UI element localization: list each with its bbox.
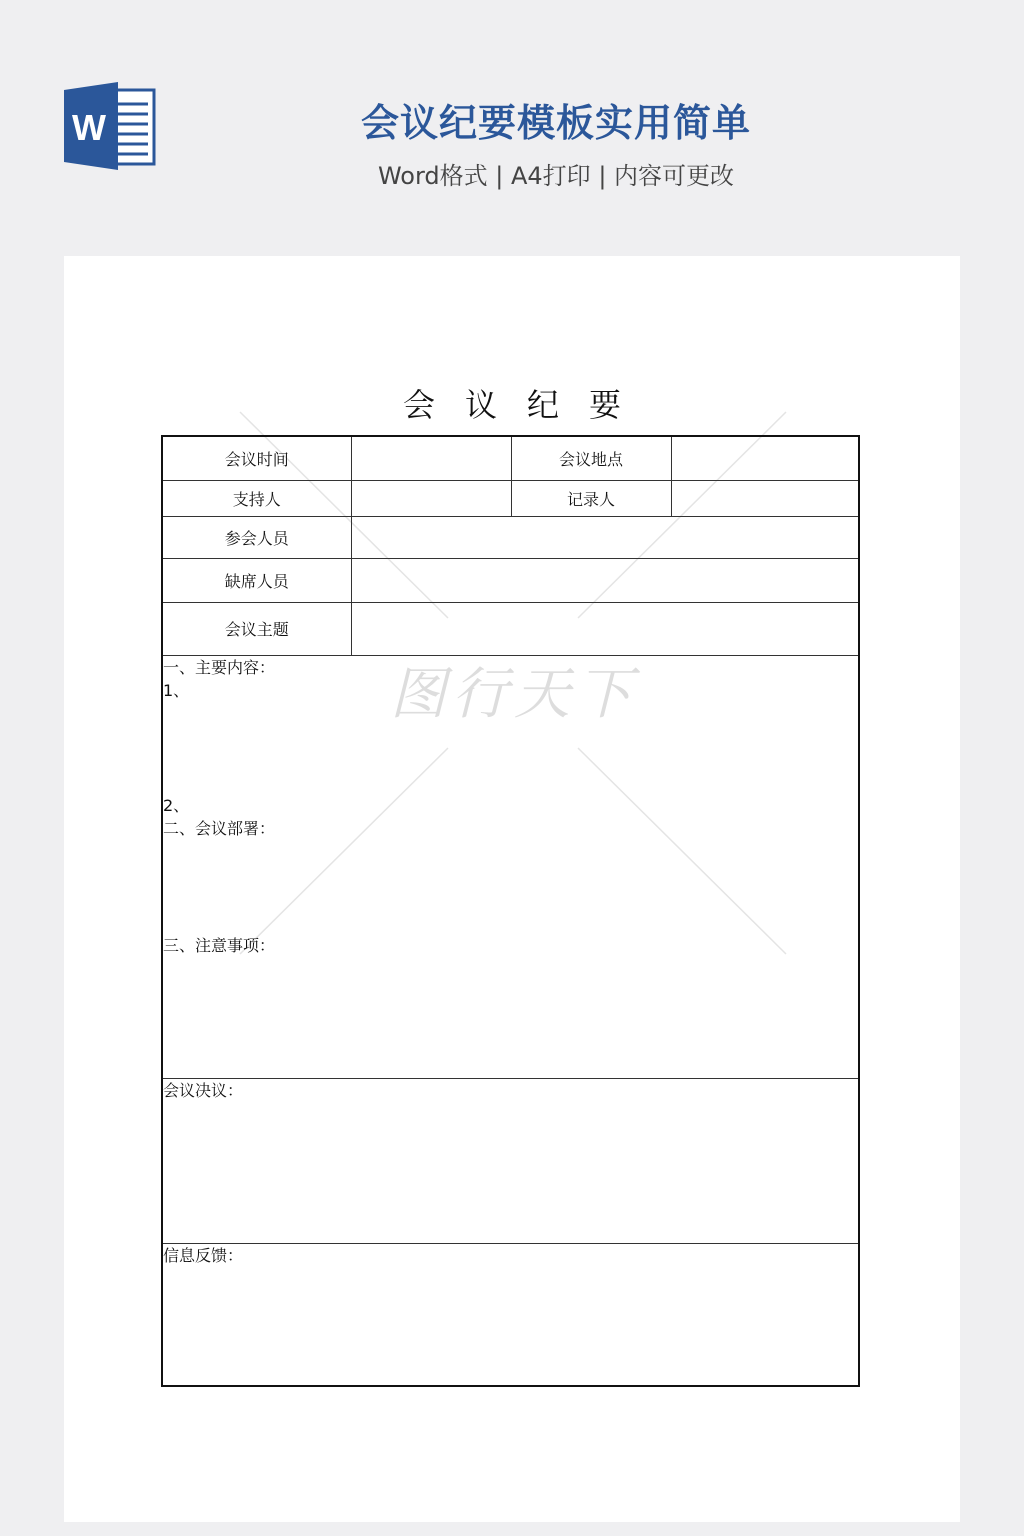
watermark-text: 图行天下 bbox=[390, 662, 638, 727]
host-value-cell[interactable] bbox=[351, 480, 511, 516]
page-subtitle: Word格式 | A4打印 | 内容可更改 bbox=[377, 162, 735, 190]
main-content-section[interactable] bbox=[162, 655, 859, 1078]
feedback-heading: 信息反馈： bbox=[163, 1245, 244, 1265]
main-content-heading: 一、主要内容： bbox=[163, 657, 276, 677]
host-label: 支持人 bbox=[162, 480, 351, 516]
attendees-value-cell[interactable] bbox=[351, 516, 859, 558]
place-value-cell[interactable] bbox=[671, 436, 859, 480]
attendees-label: 参会人员 bbox=[162, 516, 351, 558]
item-2-label: 2、 bbox=[163, 795, 190, 815]
absentees-value-cell[interactable] bbox=[351, 558, 859, 602]
time-value-cell[interactable] bbox=[351, 436, 511, 480]
table-row bbox=[162, 602, 859, 655]
resolution-section[interactable] bbox=[162, 1078, 859, 1243]
table-row bbox=[162, 1243, 859, 1386]
absentees-label: 缺席人员 bbox=[162, 558, 351, 602]
minutes-table bbox=[161, 435, 860, 1387]
table-row bbox=[162, 1078, 859, 1243]
table-row bbox=[162, 516, 859, 558]
table-row bbox=[162, 655, 859, 1078]
item-1-label: 1、 bbox=[163, 680, 190, 700]
document-title: 会议纪要 bbox=[402, 386, 651, 424]
resolution-heading: 会议决议： bbox=[163, 1080, 244, 1100]
topic-label: 会议主题 bbox=[162, 602, 351, 655]
recorder-label: 记录人 bbox=[511, 480, 671, 516]
feedback-section[interactable] bbox=[162, 1243, 859, 1386]
table-row bbox=[162, 480, 859, 516]
time-label: 会议时间 bbox=[162, 436, 351, 480]
logo-letter: W bbox=[72, 107, 106, 148]
topic-value-cell[interactable] bbox=[351, 602, 859, 655]
table-row bbox=[162, 558, 859, 602]
table-row bbox=[162, 436, 859, 480]
deployment-heading: 二、会议部署： bbox=[163, 818, 276, 838]
page-title: 会议纪要模板实用简单 bbox=[360, 101, 751, 145]
document-paper bbox=[64, 256, 960, 1522]
word-document-icon bbox=[64, 82, 156, 170]
place-label: 会议地点 bbox=[511, 436, 671, 480]
notes-heading: 三、注意事项： bbox=[163, 935, 276, 955]
recorder-value-cell[interactable] bbox=[671, 480, 859, 516]
